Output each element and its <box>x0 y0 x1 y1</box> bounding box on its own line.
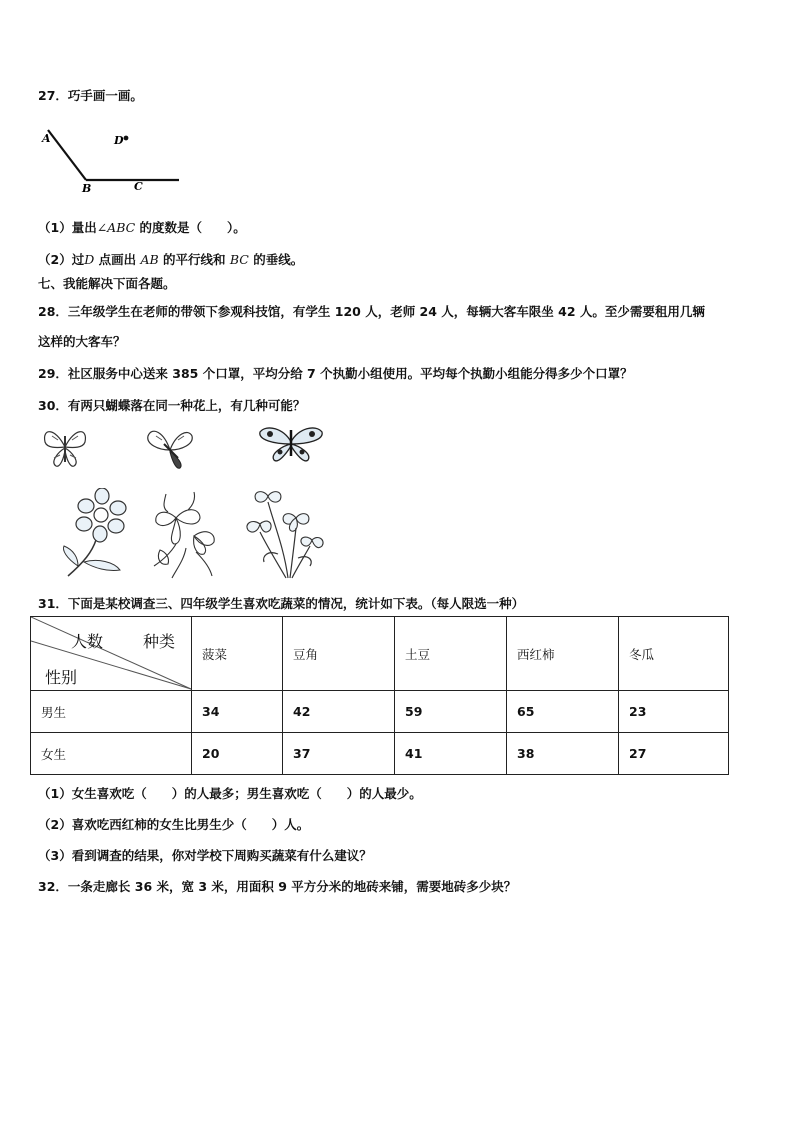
table-cell: 23 <box>619 691 729 733</box>
q31-title: 31．下面是某校调查三、四年级学生喜欢吃蔬菜的情况，统计如下表。（每人限选一种） <box>38 596 525 611</box>
butterfly-2-icon <box>142 424 198 472</box>
q28-line2: 这样的大客车？ <box>38 334 126 349</box>
butterfly-1-icon <box>40 422 90 472</box>
row-label: 男生 <box>31 691 192 733</box>
q27-sub1: （1）量出∠ABC 的度数是（ ）。 <box>38 220 246 235</box>
header-right-label: 种类 <box>143 632 176 651</box>
q32-text: 32．一条走廊长 36 米，宽 3 米，用面积 9 平方分米的地砖来铺，需要地砖多少块？ <box>38 879 517 894</box>
section-heading: 七、我能解决下面各题。 <box>38 276 176 291</box>
header-top-label: 人数 <box>71 632 104 651</box>
table-cell: 38 <box>507 733 619 775</box>
q28-line1: 28．三年级学生在老师的带领下参观科技馆，有学生 120 人，老师 24 人，每辆大客车限坐 42 人。至少需要租用几辆 <box>38 304 705 319</box>
table-header-row <box>31 617 729 691</box>
column-header: 冬瓜 <box>619 617 729 691</box>
angle-figure <box>36 118 196 198</box>
header-diagonal-cell <box>31 617 192 691</box>
header-bottom-label: 性别 <box>45 668 78 687</box>
q31-sub3: （3）看到调查的结果，你对学校下周购买蔬菜有什么建议？ <box>38 848 372 863</box>
table-cell: 41 <box>395 733 507 775</box>
table-cell: 27 <box>619 733 729 775</box>
vegetable-table <box>30 616 729 775</box>
flower-2-icon <box>146 488 222 580</box>
q29-text: 29．社区服务中心送来 385 个口罩，平均分给 7 个执勤小组使用。平均每个执勤小组能分得多少个口罩？ <box>38 366 633 381</box>
label-c: C <box>134 180 143 193</box>
table-cell: 65 <box>507 691 619 733</box>
label-a: A <box>42 132 51 145</box>
q27-sub2: （2）过D 点画出 AB 的平行线和 BC 的垂线。 <box>38 252 304 267</box>
column-header: 菠菜 <box>192 617 283 691</box>
q31-sub1: （1）女生喜欢吃（ ）的人最多；男生喜欢吃（ ）的人最少。 <box>38 786 422 801</box>
table-cell: 20 <box>192 733 283 775</box>
q30-text: 30．有两只蝴蝶落在同一种花上，有几种可能？ <box>38 398 306 413</box>
table-cell: 42 <box>283 691 395 733</box>
table-cell: 37 <box>283 733 395 775</box>
label-b: B <box>82 182 92 195</box>
table-cell: 34 <box>192 691 283 733</box>
q27-title: 27．巧手画一画。 <box>38 88 143 103</box>
label-d: D <box>114 134 124 147</box>
butterfly-3-icon <box>256 422 326 466</box>
row-label: 女生 <box>31 733 192 775</box>
flower-3-icon <box>238 484 328 580</box>
column-header: 豆角 <box>283 617 395 691</box>
column-header: 土豆 <box>395 617 507 691</box>
table-row <box>31 733 729 775</box>
q31-sub2: （2）喜欢吃西红柿的女生比男生少（ ）人。 <box>38 817 310 832</box>
flower-1-icon <box>58 488 130 580</box>
table-row <box>31 691 729 733</box>
table-cell: 59 <box>395 691 507 733</box>
column-header: 西红柿 <box>507 617 619 691</box>
